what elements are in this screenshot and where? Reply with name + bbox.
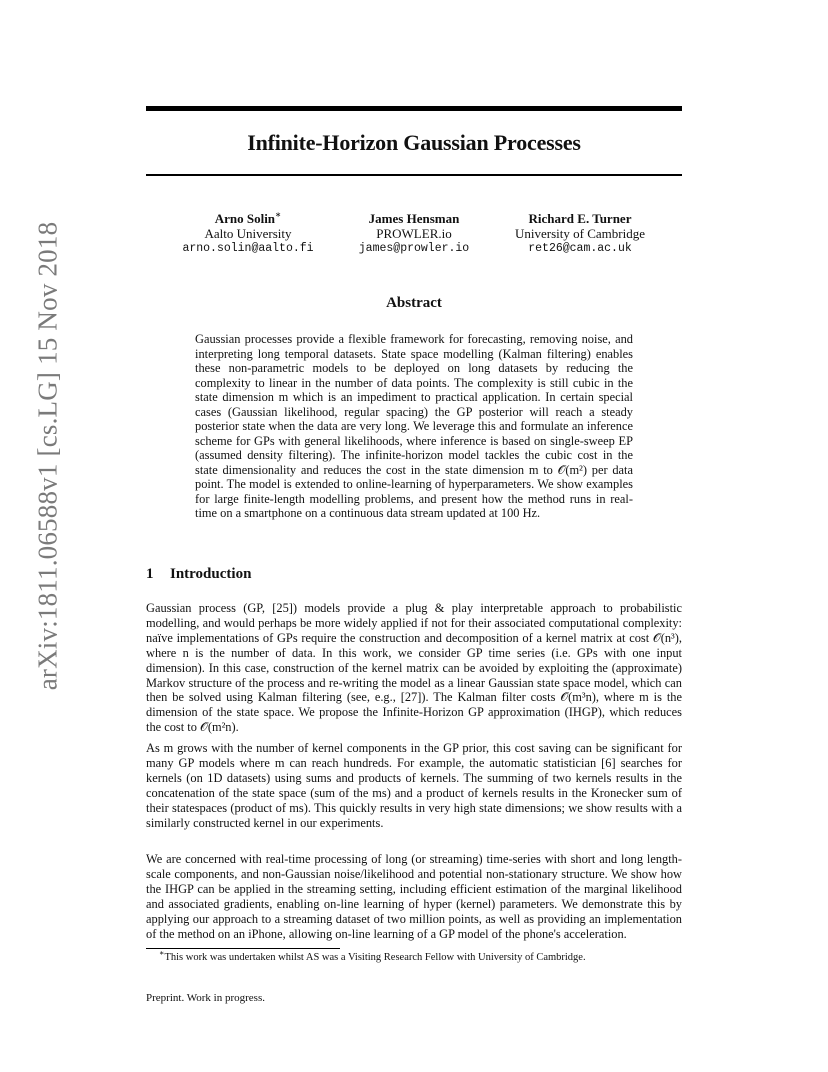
author-name: James Hensman xyxy=(368,211,460,226)
section-title: Introduction xyxy=(170,566,252,582)
author-affiliation: Aalto University xyxy=(204,226,292,241)
arxiv-sidebar xyxy=(32,221,63,691)
footnote-text: This work was undertaken whilst AS was a Visiting Research Fellow with University of Cambridge. xyxy=(164,952,586,963)
arxiv-identifier[interactable]: arXiv:1811.06588v1 [cs.LG] 15 Nov 2018 xyxy=(32,221,63,691)
footnote xyxy=(159,948,586,963)
author-email[interactable]: ret26@cam.ac.uk xyxy=(528,242,632,255)
preprint-note: Preprint. Work in progress. xyxy=(146,992,265,1004)
footnote-rule xyxy=(146,948,340,949)
author-block xyxy=(334,211,494,256)
abstract-heading: Abstract xyxy=(386,295,442,311)
footnote-marker: ∗ xyxy=(275,209,282,220)
section-heading xyxy=(146,566,251,583)
author-name: Arno Solin∗ xyxy=(214,209,282,226)
author-affiliation: University of Cambridge xyxy=(515,226,645,241)
author-email[interactable]: james@prowler.io xyxy=(358,242,470,255)
title-rule xyxy=(146,174,682,176)
section-number: 1 xyxy=(146,566,154,582)
author-email[interactable]: arno.solin@aalto.fi xyxy=(182,242,314,255)
body-paragraph: Gaussian process (GP, [25]) models provide a plug & play interpretable approach to probabilistic modelling, and would perhaps be more widely applied if not for their associated computational complexity: naïve implementations of GPs require the construction and decomposition of a kernel matrix at cost 𝒪(n³), where n is the number of data. In this work, we consider GP time series (i.e. GPs with one input dimension). In this case, construction of the kernel matrix can be avoided by exploiting the (approximate) Markov structure of the process and re-writing the model as a linear Gaussian state space model, which can then be solved using Kalman filtering (see, e.g., [27]). The Kalman filter costs 𝒪(m³n), where m is the dimension of the state space. We propose the Infinite-Horizon GP approximation (IHGP), which reduces the cost to 𝒪(m²n). xyxy=(146,601,682,735)
top-rule xyxy=(146,106,682,111)
body-paragraph: As m grows with the number of kernel components in the GP prior, this cost saving can be significant for many GP models where m can reach hundreds. For example, the automatic statistician [6] searches for kernels (on 1D datasets) using sums and products of kernels. The summing of two kernels results in the concatenation of the state space (sum of the ms) and a product of kernels results in the Kronecker sum of their statespaces (product of ms). This quickly results in very high state dimensions; we show results with a similarly constructed kernel in our experiments. xyxy=(146,741,682,830)
paper-title: Infinite-Horizon Gaussian Processes xyxy=(247,130,581,155)
author-affiliation: PROWLER.io xyxy=(376,226,452,241)
body-paragraph: We are concerned with real-time processing of long (or streaming) time-series with short and long length-scale components, and non-Gaussian noise/likelihood and potential non-stationary structure. We show how the IHGP can be applied in the streaming setting, including efficient estimation of the marginal likelihood and associated gradients, enabling on-line learning of hyper (kernel) parameters. We demonstrate this by applying our approach to a streaming dataset of two million points, as well as providing an implementation of the method on an iPhone, allowing on-line learning of a GP model of the phone's acceleration. xyxy=(146,852,682,941)
abstract-text: Gaussian processes provide a flexible framework for forecasting, removing noise, and interpreting long temporal datasets. State space modelling (Kalman filtering) enables these non-parametric models to be deployed on long datasets by reducing the complexity to linear in the number of data points. The complexity is still cubic in the state dimension m which is an impediment to practical application. In certain special cases (Gaussian likelihood, regular spacing) the GP posterior will reach a steady posterior state when the data are very long. We leverage this and formulate an inference scheme for GPs with general likelihoods, where inference is based on single-sweep EP (assumed density filtering). The infinite-horizon model tackles the cubic cost in the state dimensionality and reduces the cost in the state dimension m to 𝒪(m²) per data point. The model is extended to online-learning of hyperparameters. We show examples for large finite-length modelling problems, and present how the method runs in real-time on a smartphone on a continuous data stream updated at 100 Hz. xyxy=(195,332,633,520)
footnote-mark: ∗ xyxy=(159,948,165,958)
author-block xyxy=(500,211,660,256)
author-name: Richard E. Turner xyxy=(528,211,632,226)
author-block xyxy=(168,211,328,256)
